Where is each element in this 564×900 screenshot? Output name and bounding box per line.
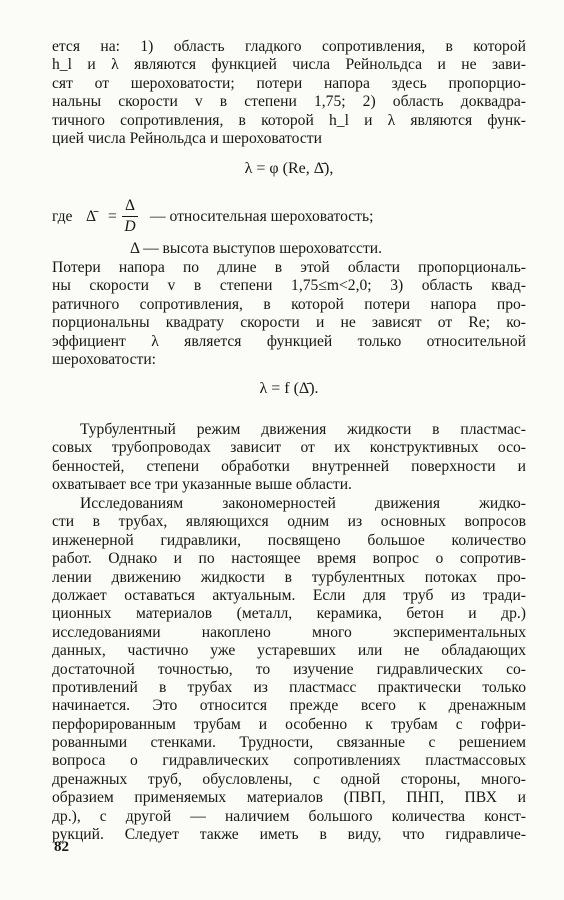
text-line: порциональны квадрату скорости и не зависят от Re; ко- — [52, 314, 526, 332]
page-number: 82 — [54, 839, 69, 855]
text-line: тичного сопротивления, в которой h_l и λ являются функ- — [52, 111, 526, 129]
where-label: где — [52, 208, 73, 225]
text-line: перфорированным трубам и особенно к трубам с гофри- — [52, 715, 526, 733]
formula-lambda-f: λ = f (Δ̄). — [259, 380, 319, 397]
text-line: работ. Однако и по настоящее время вопрос о сопротив- — [52, 550, 526, 568]
fraction-numerator: Δ — [122, 196, 138, 217]
text-line: ратичного сопротивления, в которой потери напора про- — [52, 295, 526, 313]
paragraph-2 — [52, 259, 526, 369]
text-line: ется на: 1) область гладкого сопротивления, в которой — [52, 38, 526, 55]
text-line: Исследованиям закономерностей движения жидко- — [80, 495, 526, 512]
text-line: охватывает все три указанные выше области. — [52, 476, 352, 494]
text-line: бенностей, степени обработки внутренней поверхности и — [52, 457, 526, 475]
text-line: сят от шероховатости; потери напора здесь пропорцио- — [52, 74, 526, 92]
text-line: цией числа Рейнольдса и шероховатости — [52, 129, 322, 147]
text-line: Потери напора по длине в этой области пропорциональ- — [52, 259, 526, 276]
paragraph-3 — [52, 421, 526, 495]
text-line: сти в трубах, являющихся одним из основных вопросов — [52, 513, 526, 531]
text-line: дренажных труб, обусловлены, с одной стороны, много- — [52, 770, 526, 788]
text-line: Турбулентный режим движения жидкости в пластмас- — [80, 421, 526, 438]
text-line: рованными стенками. Трудности, связанные с решением — [52, 734, 526, 752]
text-line: противлений в трубах из пластмасс практически только — [52, 678, 526, 696]
text-line: др.), с другой — наличием большого количества конст- — [52, 807, 526, 825]
fraction — [122, 196, 138, 237]
text-line: эффициент λ является функцией только относительной — [52, 332, 526, 350]
text-line: рукций. Следует также иметь в виду, что гидравличе- — [52, 826, 526, 844]
text-line: ны скорости v в степени 1,75≤m<2,0; 3) область квад- — [52, 277, 526, 295]
text-line: инженерной гидравлики, посвящено большое количество — [52, 531, 526, 549]
text-line: h_l и λ являются функцией числа Рейнольдса и не зави- — [52, 56, 526, 74]
text-line: шероховатости: — [52, 350, 157, 368]
paragraph-1 — [52, 38, 526, 148]
paragraph-4 — [52, 495, 526, 844]
text-line: данных, частично уже устаревших или не обладающих — [52, 642, 526, 660]
text-line: ционных материалов (металл, керамика, бетон и др.) — [52, 605, 526, 623]
text-line: достаточной точностью, то изучение гидравлических со- — [52, 660, 526, 678]
text-line: совых трубопроводах зависит от их конструктивных осо- — [52, 439, 526, 457]
definition-block: где Δ̄ = $\frac{\Delta}{D}$ — относительная шероховатость; — [52, 197, 374, 235]
text-line: нальны скорости v в степени 1,75; 2) область доквадра- — [52, 93, 526, 111]
text-line: должает оставаться актуальным. Если для труб из тради- — [52, 586, 526, 604]
delta-definition: Δ — высота выступов шероховатссти. — [130, 240, 383, 257]
text-line: исследованиями накоплено много экспериментальных — [52, 623, 526, 641]
definition-text: — относительная шероховатость; — [150, 208, 374, 225]
fraction-denominator: D — [124, 218, 136, 235]
text-line: начинается. Это относится прежде всего к дренажным — [52, 697, 526, 715]
text-line: вопроса о гидравлических сопротивлениях пластмассовых — [52, 752, 526, 770]
text-line: образием применяемых материалов (ПВП, ПНП, ПВХ и — [52, 789, 526, 807]
formula-lambda-phi: λ = φ (Re, Δ̄), — [244, 160, 334, 177]
relative-roughness-symbol: Δ̄ — [86, 208, 97, 225]
text-line: лении движению жидкости в турбулентных потоках про- — [52, 568, 526, 586]
